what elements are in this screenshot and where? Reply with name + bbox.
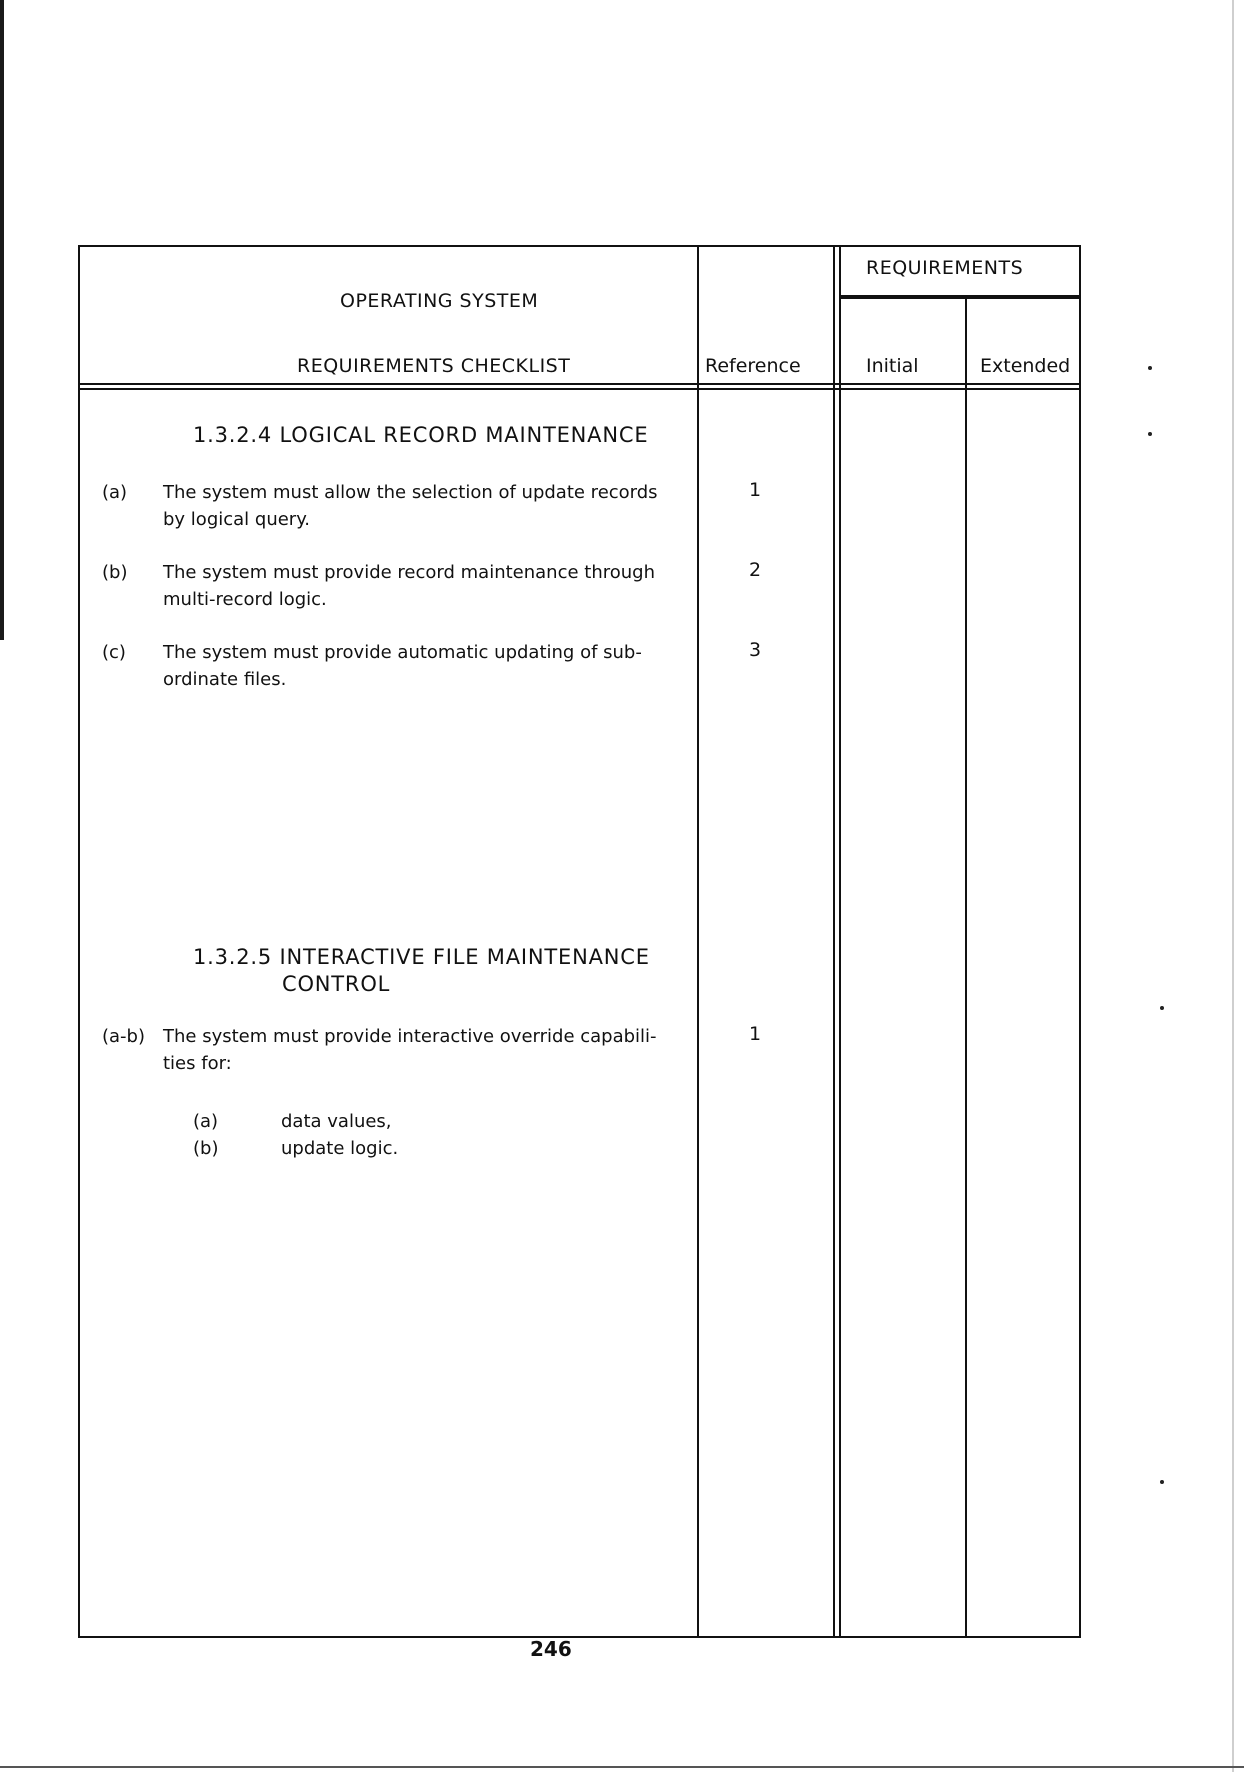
- header-rule-top: [80, 383, 1079, 385]
- item-reference: 1: [749, 479, 762, 501]
- item-reference: 2: [749, 559, 762, 581]
- section-title: 1.3.2.4 LOGICAL RECORD MAINTENANCE: [193, 423, 649, 447]
- subitem-text: data values,: [281, 1111, 392, 1132]
- item-label: (a): [102, 482, 128, 503]
- scan-edge-bottom: [0, 1766, 1244, 1768]
- item-text: The system must provide automatic updating of sub-ordinate files.: [163, 642, 642, 690]
- scan-dot: [1160, 1480, 1164, 1484]
- requirements-head-rule: [841, 295, 1079, 299]
- header-rule-bottom: [80, 388, 1079, 390]
- item-text: The system must provide interactive override capabili-ties for:: [163, 1026, 657, 1074]
- page-number: 246: [530, 1637, 572, 1661]
- section-title-continued: CONTROL: [282, 972, 391, 996]
- item-label: (b): [102, 562, 128, 583]
- item-label: (c): [102, 642, 126, 663]
- header-title-checklist: REQUIREMENTS CHECKLIST: [297, 355, 571, 377]
- scan-dot: [1148, 432, 1152, 436]
- section-title: 1.3.2.5 INTERACTIVE FILE MAINTENANCE: [193, 945, 650, 969]
- reference-column-rule: [697, 247, 699, 1636]
- scan-dot: [1148, 366, 1152, 370]
- item-text: The system must allow the selection of update records by logical query.: [163, 482, 658, 530]
- requirements-column-header: REQUIREMENTS: [866, 257, 1024, 279]
- item-reference: 1: [749, 1023, 762, 1045]
- initial-extended-rule: [965, 297, 967, 1636]
- item-reference: 3: [749, 639, 762, 661]
- scan-edge-left: [0, 0, 4, 640]
- scan-dot: [1160, 1006, 1164, 1010]
- extended-column-header: Extended: [980, 355, 1071, 377]
- header-title-operating-system: OPERATING SYSTEM: [340, 290, 539, 312]
- item-label: (a-b): [102, 1026, 145, 1047]
- scan-edge-right: [1232, 0, 1234, 1772]
- requirements-column-rule-b: [839, 247, 841, 1636]
- item-text: The system must provide record maintenance through multi-record logic.: [163, 562, 656, 610]
- subitem-text: update logic.: [281, 1138, 399, 1159]
- checklist-form: [78, 245, 1081, 1638]
- subitem-label: (a): [193, 1111, 219, 1132]
- reference-column-header: Reference: [705, 355, 801, 377]
- subitem-label: (b): [193, 1138, 219, 1159]
- initial-column-header: Initial: [866, 355, 919, 377]
- requirements-column-rule-a: [833, 247, 835, 1636]
